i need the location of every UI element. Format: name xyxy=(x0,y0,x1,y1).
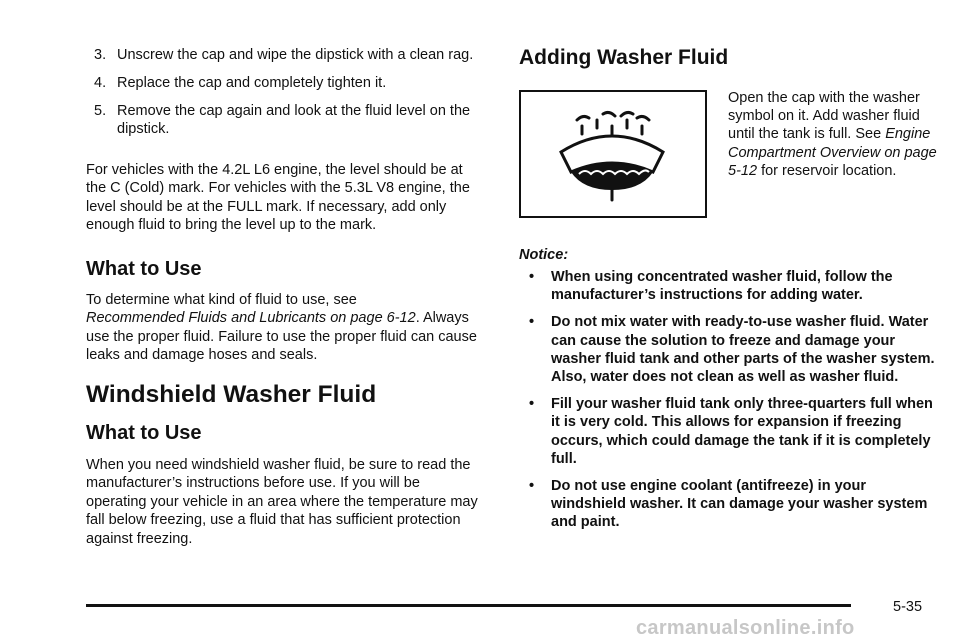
page-number: 5-35 xyxy=(893,599,923,615)
list-item xyxy=(86,46,486,64)
bullet-glyph: • xyxy=(529,478,535,495)
step-text: Remove the cap again and look at the fluid level on the dipstick. xyxy=(117,103,471,137)
step-number: 5. xyxy=(94,103,107,119)
list-item xyxy=(86,102,486,138)
what-to-use-text-cont: . Always use the proper fluid. Failure to use the proper fluid can cause leaks and damage hoses and seals. xyxy=(86,310,477,364)
list-item xyxy=(529,477,939,532)
what-to-use-heading: What to Use xyxy=(86,258,202,280)
notice-label: Notice: xyxy=(519,247,569,263)
notice-list xyxy=(529,268,939,541)
washer-fluid-symbol-box xyxy=(519,90,707,218)
bullet-glyph: • xyxy=(529,314,535,331)
adding-text: Open the cap with the washer symbol on it. Add washer fluid until the tank is full. See xyxy=(728,90,920,143)
notice-text: When using concentrated washer fluid, follow the manufacturer’s instructions for adding water. xyxy=(551,269,893,304)
list-item xyxy=(529,395,939,468)
footer-rule xyxy=(86,604,851,607)
washer-fluid-symbol-icon xyxy=(521,92,705,216)
what-to-use-paragraph xyxy=(86,291,486,365)
list-item xyxy=(529,313,939,386)
notice-text: Do not use engine coolant (antifreeze) in your windshield washer. It can damage your washer system and paint. xyxy=(551,478,928,531)
fluids-lubricants-reference: Recommended Fluids and Lubricants on page 6-12 xyxy=(86,310,416,327)
adding-washer-fluid-heading: Adding Washer Fluid xyxy=(519,46,729,69)
bullet-glyph: • xyxy=(529,269,535,285)
step-text: Unscrew the cap and wipe the dipstick with a clean rag. xyxy=(117,47,474,63)
list-item xyxy=(529,268,939,304)
notice-text: Fill your washer fluid tank only three-quarters full when it is very cold. This allows for expansion if freezing occurs, which could damage the tank if it is completely full. xyxy=(551,396,933,467)
what-to-use-text: To determine what kind of fluid to use, see xyxy=(86,292,357,308)
adding-text-cont: for reservoir location. xyxy=(761,162,897,179)
watermark: carmanualsonline.info xyxy=(636,617,855,639)
step-number: 3. xyxy=(94,47,107,63)
list-item xyxy=(86,74,486,92)
windshield-washer-fluid-heading: Windshield Washer Fluid xyxy=(86,381,377,408)
step-text: Replace the cap and completely tighten it. xyxy=(117,75,387,91)
dipstick-steps xyxy=(86,46,486,148)
step-number: 4. xyxy=(94,75,107,91)
washer-fluid-paragraph: When you need windshield washer fluid, be sure to read the manufacturer’s instructions before use. If you will be operating your vehicle in an area where the temperature may fall below freezing, use a fluid that has sufficient protection against freezing. xyxy=(86,457,478,547)
engine-compartment-reference: Engine Compartment Overview on page 5-12 xyxy=(728,126,937,179)
fluid-level-paragraph: For vehicles with the 4.2L L6 engine, the level should be at the C (Cold) mark. For vehicles with the 5.3L V8 engine, the level should be at the FULL mark. If necessary, add only enough fluid to bring the level up to the mark. xyxy=(86,162,470,234)
bullet-glyph: • xyxy=(529,396,535,413)
notice-text: Do not mix water with ready-to-use washer fluid. Water can cause the solution to freeze and damage your washer fluid tank and other parts of the washer system. Also, water does not clean as well as washer fluid. xyxy=(551,314,935,386)
adding-washer-fluid-text xyxy=(728,89,938,180)
what-to-use-heading-2: What to Use xyxy=(86,422,202,444)
